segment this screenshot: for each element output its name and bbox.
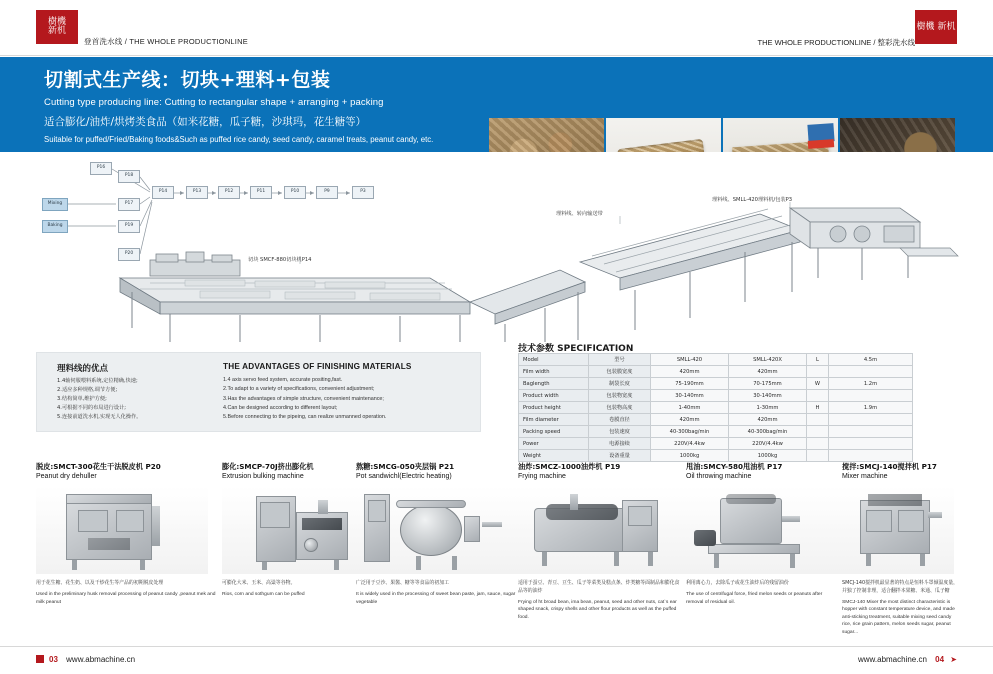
diagram-node-p17: P17 — [118, 198, 140, 211]
spec-cell-cn: 包装速度 — [589, 426, 651, 438]
footer-mark-icon — [36, 655, 44, 663]
card-desc-en: The use of centrifugal force, fried melon seeds or peanuts after removal of residual oil. — [686, 591, 823, 605]
machine-card-sandwich-pot — [356, 462, 516, 606]
spec-cell-v1: 420mm — [651, 366, 729, 378]
spec-cell-v2: 40-300bag/min — [729, 426, 807, 438]
diagram-node-mixing: Mixing — [42, 198, 68, 211]
advantages-list-cn — [57, 377, 232, 422]
spec-cell-v2: 420mm — [729, 366, 807, 378]
spec-cell-v1: 220V/4.4kw — [651, 438, 729, 450]
spec-cell-dim-val — [829, 450, 913, 462]
diagram-node-p10: P10 — [284, 186, 306, 199]
card-desc-en: SMCJ-140 Mixer the most distinct characteristic is hopper with constant temperature device, and made anti-sticking treatment, suitable mixing seed candy rice, rice grain pattern, melon seeds sugar, peanut sugar... — [842, 599, 955, 635]
machine-card-peanut-dehuller — [36, 462, 216, 606]
spec-cell-v2: 1000kg — [729, 450, 807, 462]
spec-cell-v1: SMLL-420 — [651, 354, 729, 366]
brand-logo-left-line1: 樹機 — [47, 17, 66, 27]
card-desc-en: Frying of ht broad bean, ima bean, peanut, seed and other nuts, cat`s ear shaped snack, crispy shells and other flour products as well as the puffed food. — [518, 599, 677, 620]
card-title-cn: 搅拌:SMCJ-140搅拌机 P17 — [842, 462, 937, 471]
footer-page-left: 03 — [49, 655, 58, 664]
card-title-en: Pot sandwichl(Electric heating) — [356, 473, 452, 481]
brand-logo-left — [36, 10, 78, 44]
card-desc-cn: 用于花生糖、花生奶、以及干炒花生等产品的初期脱皮处理 — [36, 580, 164, 587]
spec-cell-dim-val — [829, 390, 913, 402]
card-desc-cn: 可膨化大米、玉米、高粱等谷物。 — [222, 580, 296, 587]
diagram-node-p16: P16 — [90, 162, 112, 175]
table-row — [519, 414, 913, 426]
diagram-node-p9: P9 — [316, 186, 338, 199]
spec-cell-v1: 40-300bag/min — [651, 426, 729, 438]
card-title-cn: 脱皮:SMCT-300花生干法脱皮机 P20 — [36, 462, 161, 471]
spec-cell-name: Product height — [519, 402, 589, 414]
card-desc-cn: 利用离心力，去除瓜子或花生油炸后的残留油份 — [686, 580, 789, 587]
machine-card-mixer — [842, 462, 960, 637]
spec-cell-dim-key: L — [807, 354, 829, 366]
spec-cell-dim-val — [829, 426, 913, 438]
spec-cell-dim-key — [807, 426, 829, 438]
table-row — [519, 390, 913, 402]
spec-cell-cn: 包装膜宽度 — [589, 366, 651, 378]
advantages-title-cn: 理料线的优点 — [57, 364, 109, 374]
spec-cell-v2: 220V/4.4kw — [729, 438, 807, 450]
advantages-cn-item: 3.结构简单,维护方便; — [57, 396, 107, 403]
spec-cell-name: Model — [519, 354, 589, 366]
diagram-node-p11: P11 — [250, 186, 272, 199]
spec-cell-cn: 包装物宽度 — [589, 390, 651, 402]
spec-cell-v2: SMLL-420X — [729, 354, 807, 366]
banner-suitable-en: Suitable for puffed/Fried/Baking foods&Such as puffed rice candy, seed candy, caramel treats, peanut candy, etc. — [44, 135, 434, 144]
spec-cell-v1: 1000kg — [651, 450, 729, 462]
advantages-panel — [36, 352, 481, 432]
table-row — [519, 378, 913, 390]
spec-cell-cn: 电源接续 — [589, 438, 651, 450]
table-row — [519, 426, 913, 438]
table-row — [519, 354, 913, 366]
machine-card-oil-throwing — [686, 462, 838, 606]
spec-cell-dim-key: H — [807, 402, 829, 414]
card-title-cn: 甩油:SMCY-580甩油机 P17 — [686, 462, 783, 471]
advantages-title-en: THE ADVANTAGES OF FINISHING MATERIALS — [223, 362, 412, 371]
card-desc-en: Used in the preliminary husk removal processing of peanut candy ,peanut mek and milk peanut — [36, 591, 216, 605]
spec-cell-v2: 70-175mm — [729, 378, 807, 390]
card-title-en: Frying machine — [518, 473, 566, 481]
diagram-label-cutting: 切块 SMCF-880切块机P14 — [248, 257, 312, 263]
advantages-list-en — [223, 376, 473, 422]
spec-cell-name: Baglength — [519, 378, 589, 390]
advantages-cn-item: 5.连接前道洗水机,实现无人化操作。 — [57, 414, 142, 421]
spec-cell-v2: 420mm — [729, 414, 807, 426]
card-title-cn: 熬糖:SMCG-050夹层锅 P21 — [356, 462, 455, 471]
spec-cell-name: Film width — [519, 366, 589, 378]
spec-cell-name: Power — [519, 438, 589, 450]
spec-cell-v1: 420mm — [651, 414, 729, 426]
spec-cell-cn: 包装物高度 — [589, 402, 651, 414]
spec-cell-name: Film diameter — [519, 414, 589, 426]
footer-arrow-icon: ➤ — [950, 655, 957, 664]
card-desc-cn: 广泛用于豆沙、果酱、糖等等食品的初加工 — [356, 580, 449, 587]
advantages-en-item: 2.To adapt to a variety of specifications, convenient adjustment; — [223, 386, 375, 393]
spec-cell-v1: 75-190mm — [651, 378, 729, 390]
advantages-cn-item: 1.4轴伺服喂料系统,定位精确,快速; — [57, 378, 138, 384]
advantages-cn-item: 2.适应多种规格,调节方便; — [57, 387, 118, 394]
spec-cell-dim-key — [807, 414, 829, 426]
spec-cell-dim-key — [807, 438, 829, 450]
footer-right — [858, 655, 957, 664]
line-layout-drawing — [0, 152, 993, 342]
card-desc-cn: 适用于蚕豆、青豆、豆生、瓜子等菜类及糕点条、炸类糖等面制品和膨化食品等的油炸 — [518, 580, 680, 594]
page-footer — [0, 646, 993, 674]
card-title-en: Mixer machine — [842, 473, 888, 481]
spec-table — [518, 353, 913, 462]
card-title-cn: 油炸:SMCZ-1000油炸机 P19 — [518, 462, 621, 471]
spec-cell-dim-val — [829, 438, 913, 450]
card-title-cn: 膨化:SMCP-70J挤出膨化机 — [222, 462, 314, 471]
diagram-label-packing: 理料线、SMLL-420理料机/包装P3 — [712, 197, 793, 203]
diagram-node-p19: P19 — [118, 220, 140, 233]
footer-site-left: www.abmachine.cn — [66, 655, 136, 664]
card-title-en: Extrusion bulking machine — [222, 473, 304, 481]
advantages-en-item: 3.Has the advantages of simple structure, convenient maintenance; — [223, 395, 384, 402]
spec-cell-dim-key — [807, 450, 829, 462]
diagram-node-p12: P12 — [218, 186, 240, 199]
advantages-en-item: 1.4 axis servo feed system, accurate positing,fast. — [223, 377, 343, 383]
footer-left — [36, 655, 135, 664]
spec-cell-v2: 1-30mm — [729, 402, 807, 414]
footer-site-right: www.abmachine.cn — [858, 655, 927, 664]
table-row — [519, 366, 913, 378]
card-desc-cn: SMCJ-140搅拌机最显著的特点是恒料斗罩倾温度量，并独了控制非理，适合翻拌本果糖、米通、瓜子糖 — [842, 580, 959, 594]
spec-cell-name: Product width — [519, 390, 589, 402]
spec-cell-dim-key — [807, 366, 829, 378]
pot-sandwich-electric-heating-photo — [356, 486, 528, 574]
spec-cell-v1: 1-40mm — [651, 402, 729, 414]
mixer-machine-photo — [842, 486, 954, 574]
banner-suitable-cn: 适合膨化/油炸/烘烤类食品（如米花糖，瓜子糖，沙琪玛，花生糖等） — [44, 116, 367, 128]
brand-tagline-right: THE WHOLE PRODUCTIONLINE / 整彩洗水线 — [757, 38, 915, 47]
spec-title: 技术参数 SPECIFICATION — [518, 344, 634, 354]
machine-card-grid — [0, 462, 993, 642]
diagram-label-arranging: 理料线、转向输送带 — [556, 211, 603, 217]
spec-cell-dim-val: 1.2m — [829, 378, 913, 390]
diagram-node-p18: P18 — [118, 170, 140, 183]
card-desc-en: Rios, corn and sothgum can be puffed — [222, 591, 305, 597]
advantages-cn-item: 4.可根据不同的布局进行设计; — [57, 405, 126, 412]
brand-tagline-left: 登首洗水线 / THE WHOLE PRODUCTIONLINE — [84, 37, 248, 46]
spec-cell-name: Packing speed — [519, 426, 589, 438]
spec-cell-dim-val: 4.5m — [829, 354, 913, 366]
oil-throwing-machine-photo — [686, 486, 858, 574]
table-row — [519, 438, 913, 450]
diagram-node-baking: Baking — [42, 220, 68, 233]
peanut-dry-dehuller-photo — [36, 486, 208, 574]
brand-logo-right-line1: 樹機 — [916, 21, 935, 32]
spec-cell-dim-key — [807, 390, 829, 402]
advantages-en-item: 4.Can be designed according to different layout; — [223, 404, 338, 411]
card-title-en: Peanut dry dehuller — [36, 473, 97, 481]
card-desc-en: It is widely used in the processing of sweet bean paste, jam, sauce, sugar vegetable — [356, 591, 516, 605]
spec-cell-cn: 型号 — [589, 354, 651, 366]
footer-page-right: 04 — [935, 655, 945, 664]
spec-cell-dim-val: 1.9m — [829, 402, 913, 414]
spec-cell-v1: 30-140mm — [651, 390, 729, 402]
spec-cell-dim-key: W — [807, 378, 829, 390]
frying-machine-photo — [518, 486, 690, 574]
brand-logo-left-line2: 新机 — [47, 26, 66, 36]
banner-subtitle: Cutting type producing line: Cutting to rectangular shape + arranging + packing — [44, 97, 384, 108]
diagram-node-p20: P20 — [118, 248, 140, 261]
production-line-diagram — [0, 152, 993, 342]
banner-title: 切割式生产线：切块+理料+包装 — [44, 69, 331, 91]
hero-banner — [0, 57, 993, 152]
spec-cell-cn: 设备重量 — [589, 450, 651, 462]
diagram-node-p13: P13 — [186, 186, 208, 199]
spec-cell-name: Weight — [519, 450, 589, 462]
spec-cell-cn: 卷膜直径 — [589, 414, 651, 426]
machine-card-frying — [518, 462, 684, 621]
card-title-en: Oil throwing machine — [686, 473, 752, 481]
table-row — [519, 402, 913, 414]
brand-logo-right — [915, 10, 957, 44]
brand-logo-right-line2: 新机 — [937, 21, 956, 32]
spec-cell-cn: 制袋长度 — [589, 378, 651, 390]
spec-cell-v2: 30-140mm — [729, 390, 807, 402]
diagram-node-p14: P14 — [152, 186, 174, 199]
table-row — [519, 450, 913, 462]
page-header — [0, 0, 993, 56]
spec-cell-dim-val — [829, 414, 913, 426]
advantages-en-item: 5.Before connecting to the pipeing, can realize unmanned operation. — [223, 414, 387, 421]
spec-cell-dim-val — [829, 366, 913, 378]
diagram-node-p3: P3 — [352, 186, 374, 199]
